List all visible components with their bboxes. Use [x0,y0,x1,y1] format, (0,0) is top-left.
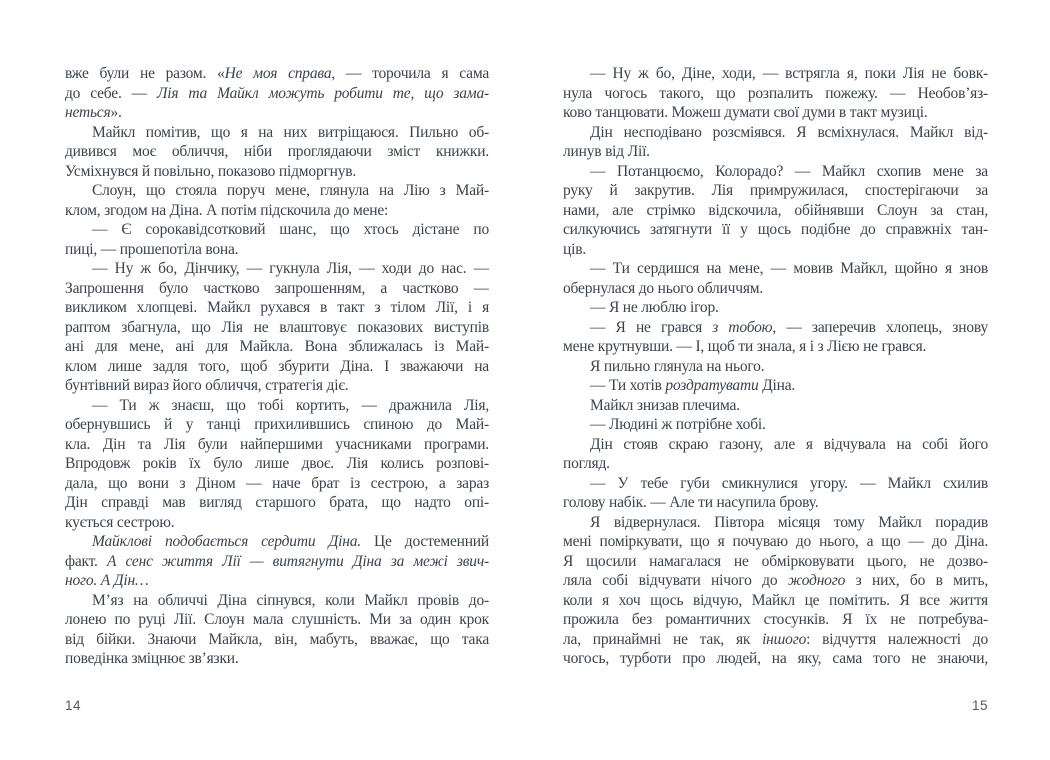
text-line [563,318,988,338]
text-segment: силкуючись затягнути її у щось подібне до справжніх тан- [563,221,988,238]
page-text-right [563,64,988,669]
text-line [65,357,489,377]
text-segment-italic: жодного [787,572,846,589]
text-line [65,240,489,260]
page-text-left [65,64,489,669]
text-segment: — Ти ж знаєш, що тобі кортить, — дражнила Лія, [92,396,489,414]
text-segment: клом, згодом на Діна. А потім підскочила до мене: [65,201,389,219]
text-line [65,64,489,84]
page-number-right: 15 [971,698,988,713]
text-segment: ково танцювати. Можеш думати свої думи в такт музиці. [563,104,928,121]
text-line [65,493,489,513]
text-line [65,298,489,318]
text-line [563,103,988,123]
text-line [563,181,988,201]
text-segment: бунтівний вираз його обличчя, стратегія діє. [65,377,349,394]
text-segment: клом лише задля того, щоб збурити Діна. І зважаючи на [65,357,489,375]
text-line [563,435,988,455]
text-line [65,649,489,669]
text-line [563,142,988,162]
text-segment: Дін несподівано розсміявся. Я всміхнулася. Майкл від- [590,123,988,141]
text-line [65,552,489,572]
text-line [563,552,988,572]
text-segment: ляла собі відчувати нічого до [563,572,788,589]
text-segment: — Я не грався [590,318,713,336]
text-line [65,103,489,123]
text-segment: нула чогось такого, що розпалить пожежу. — Необов’яз- [563,84,988,102]
book-page-right [525,0,1050,760]
text-segment: дивився моє обличчя, ніби проглядаючи зміст книжки. [65,143,489,160]
text-line [65,454,489,474]
text-line [563,259,988,279]
text-segment: — У тебе губи смикнулися угору. — Майкл схилив [590,474,988,492]
text-line [65,84,489,104]
text-segment: пиці, — прошепотіла вона. [65,240,239,258]
text-segment: коли я хоч щось відчую, Майкл це помітить. Я все життя [563,591,988,609]
text-line [563,162,988,182]
text-line [563,376,988,396]
text-segment: обернулася до нього обличчям. [563,279,764,297]
text-line [563,298,988,318]
text-segment: ». [110,104,122,121]
text-segment: ла, принаймні не так, як [563,630,763,648]
text-segment: руку й закрутив. Лія примружилася, спостерігаючи за [563,182,988,199]
text-segment: — Людині ж потрібне хобі. [590,416,766,433]
text-segment: чогось, турботи про людей, на яку, сама того не знаючи, [563,650,988,667]
text-line [563,201,988,221]
text-line [563,571,988,591]
text-line [65,318,489,338]
text-segment: погляд. [563,455,610,472]
text-line [65,220,489,240]
text-line [65,162,489,182]
text-segment: Діна. [758,377,796,394]
text-segment: кла. Дін та Лія були найпершими учасниками програми. [65,435,489,453]
text-segment: кується сестрою. [65,513,175,531]
text-line [65,337,489,357]
text-line [65,415,489,435]
text-line [563,123,988,143]
text-segment: — Я не люблю ігор. [590,299,719,316]
text-line [563,532,988,552]
text-segment: Це достеменний [360,533,489,550]
text-segment: ані для мене, ані для Майкла. Вона зближалась із Май- [65,338,489,355]
text-line [563,64,988,84]
text-segment-italic: іншого [762,630,807,648]
text-segment: — Потанцюємо, Колорадо? — Майкл схопив мене за [590,162,988,180]
text-line [563,474,988,494]
text-line [65,181,489,201]
text-line [563,649,988,669]
text-line [65,259,489,279]
text-line [563,240,988,260]
text-segment: нами, але стрімко відскочила, обійнявши Слоун за стан, [563,201,988,219]
text-line [563,337,988,357]
text-segment: — Ну ж бо, Дінчику, — гукнула Лія, — ходи до нас. — [92,260,489,277]
text-segment: до себе. — [65,84,157,102]
text-segment-italic: роздратувати [665,377,759,394]
text-segment: Майкл помітив, що я на них витріщаюся. Пильно об- [92,123,489,141]
text-line [563,396,988,416]
text-segment: ців. [563,240,586,258]
text-line [65,123,489,143]
text-line [563,454,988,474]
text-line [65,591,489,611]
text-segment: — Ти сердишся на мене, — мовив Майкл, щойно я знов [590,260,988,277]
text-line [65,142,489,162]
text-segment: Слоун, що стояла поруч мене, глянула на Лію з Май- [92,182,489,199]
text-line [65,376,489,396]
text-segment-italic: ного. А Дін… [65,572,149,589]
text-segment: линув від Лії. [563,143,650,160]
text-line [563,630,988,650]
page-number-left: 14 [65,698,82,713]
text-segment: , — заперечив хлопець, знову [772,318,988,336]
text-segment-italic: А сенс життя Лії — витягнути Діна за межі звич- [106,552,489,570]
text-segment: лонею по руці Лії. Слоун мала слушність. Ми за один крок [65,611,489,628]
text-segment-italic: неться [65,104,111,121]
text-segment: мені поміркувати, що я почуваю до нього, а що — до Діна. [563,533,988,550]
text-line [65,474,489,494]
text-line [65,435,489,455]
text-segment: Майкл знизав плечима. [590,396,740,414]
text-segment: Дін стояв скраю газону, але я відчувала на собі його [590,435,988,453]
text-line [65,396,489,416]
text-segment: Я відвернулася. Півтора місяця тому Майкл порадив [590,513,988,531]
text-segment: Запрошення було частково запрошенням, а частково — [65,279,489,297]
text-segment: Дін справді мав вигляд старшого брата, що надто опі- [65,494,489,511]
text-line [563,493,988,513]
text-segment: викликом хлопцеві. Майкл рухався в такт з тілом Лії, і я [65,299,489,316]
text-line [563,220,988,240]
text-segment: голову набік. — Але ти насупила брову. [563,494,819,511]
text-segment-italic: з тобою [712,318,773,336]
text-segment: дала, що вони з Діном — наче брат із сестрою, а зараз [65,474,489,492]
text-segment: — Є сорокавідсотковий шанс, що хтось дістане по [92,221,489,238]
text-segment: — Ти хотів [590,377,666,394]
text-segment: Усміхнувся й повільно, показово підморгнув. [65,162,357,180]
text-segment: М’яз на обличчі Діна сіпнувся, коли Майкл провів до- [92,591,489,609]
text-line [563,610,988,630]
text-line [563,591,988,611]
text-line [563,415,988,435]
text-line [563,357,988,377]
text-line [65,610,489,630]
text-line [65,630,489,650]
text-line [563,513,988,533]
text-segment-italic: Майклові подобається сердити Діна. [92,533,361,550]
text-line [65,571,489,591]
text-segment: прожила без романтичних стосунків. Я їх не потребува- [563,611,988,628]
text-segment-italic: Не моя справа, [224,65,336,82]
text-segment: з них, бо в мить, [845,572,988,589]
text-segment: обернувшись й у танці прихилившись спиною до Май- [65,416,489,433]
text-segment: : відчуття належності до [806,630,988,648]
text-segment: Впродовж років їх було лише двоє. Лія колись розпові- [65,455,489,472]
text-line [563,84,988,104]
text-segment: від бійки. Знаючи Майкла, він, мабуть, вважає, що така [65,630,489,648]
text-line [65,532,489,552]
text-segment: Я щосили намагалася не обмірковувати цього, не дозво- [563,552,988,570]
text-segment: мене крутнувши. — І, щоб ти знала, я і з Лією не грався. [563,338,927,355]
text-segment: — торочила я сама [335,65,489,82]
text-segment-italic: Лія та Майкл можуть робити те, що зама- [156,84,489,102]
text-line [65,513,489,533]
text-segment: факт. [65,552,107,570]
text-segment: Я пильно глянула на нього. [590,357,765,375]
text-line [563,279,988,299]
text-line [65,201,489,221]
text-segment: поведінка зміцнює зв’язки. [65,650,239,667]
text-line [65,279,489,299]
text-segment: — Ну ж бо, Діне, ходи, — встрягла я, поки Лія не бовк- [590,65,988,82]
text-segment: раптом збагнула, що Лія не влаштовує показових виступів [65,318,489,336]
text-segment: вже були не разом. « [65,65,225,82]
